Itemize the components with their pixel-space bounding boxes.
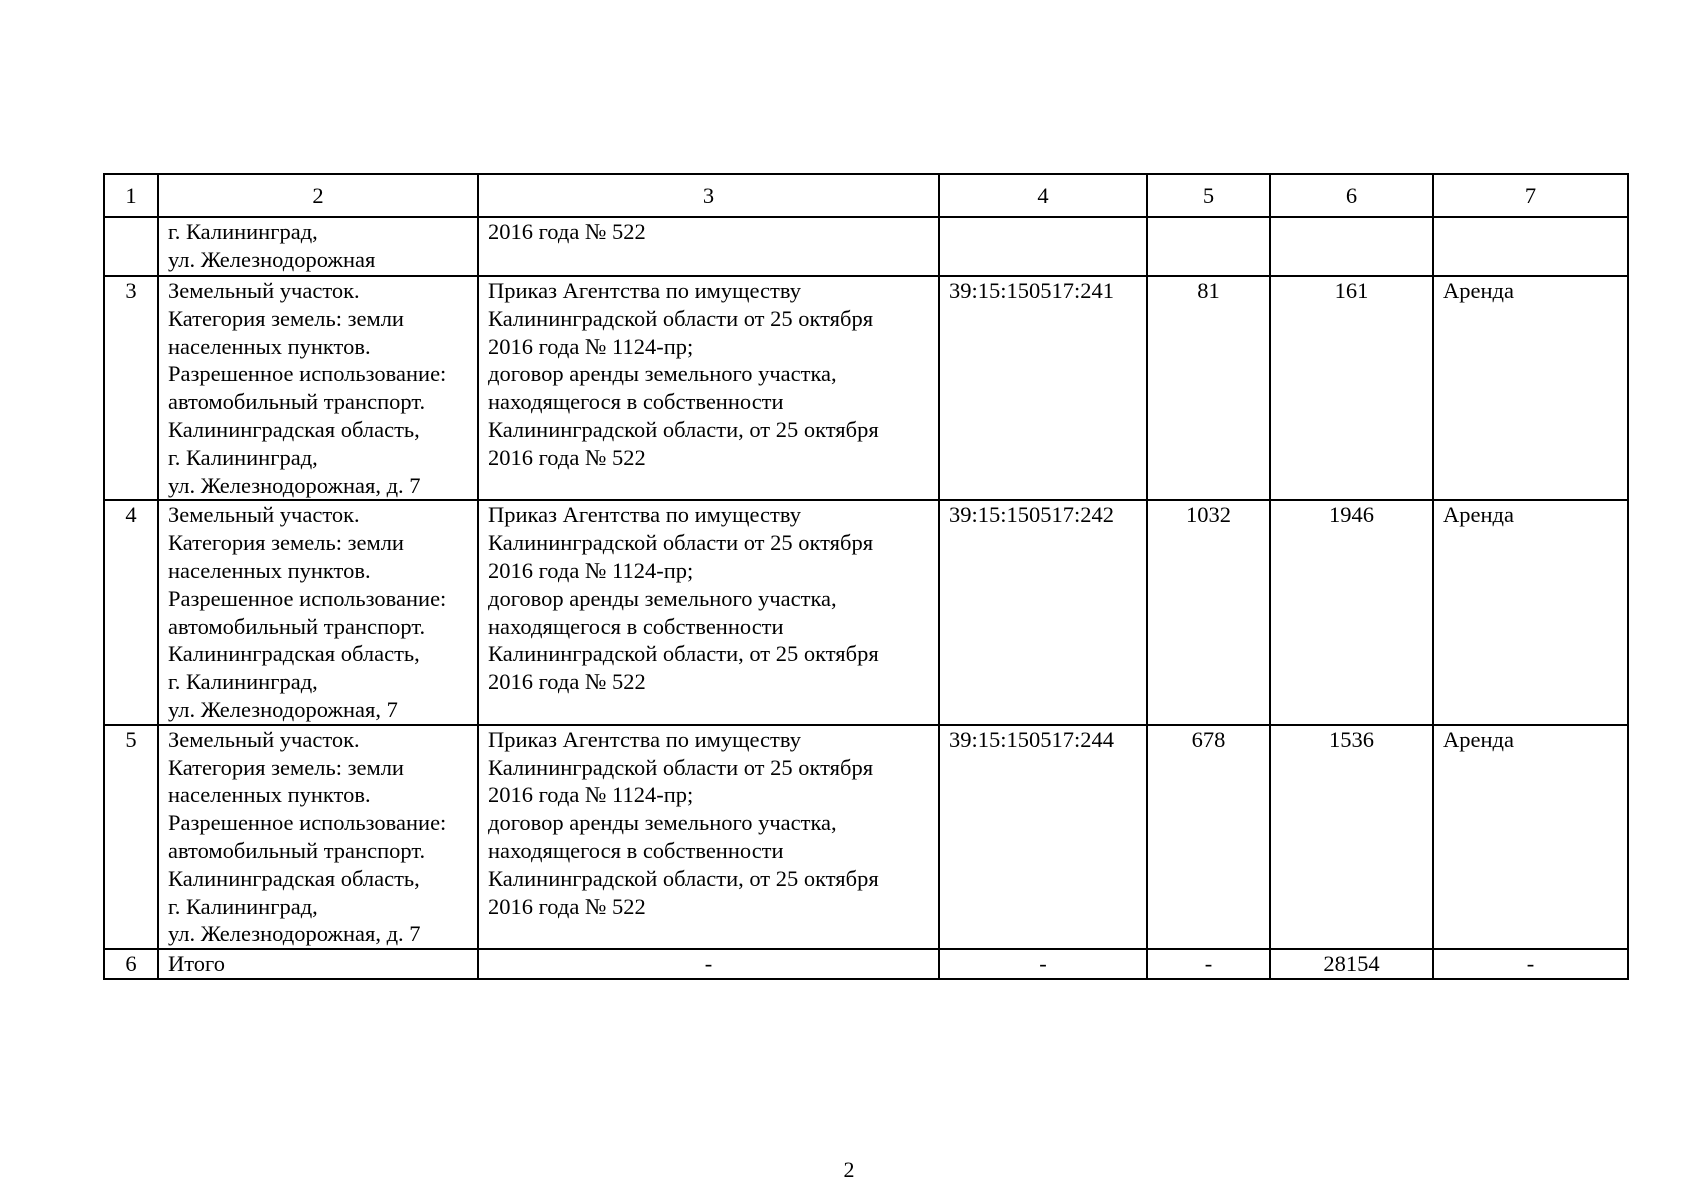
basis-line: находящегося в собственности — [488, 389, 784, 415]
right-type-cell: Аренда — [1433, 500, 1628, 724]
object-line: автомобильный транспорт. — [168, 613, 426, 639]
object-description-cell — [158, 725, 478, 949]
object-line: г. Калининград, — [168, 444, 318, 470]
column-number-header-row — [104, 174, 1628, 217]
basis-line: 2016 года № 1124-пр; — [488, 782, 694, 808]
object-line: автомобильный транспорт. — [168, 837, 426, 863]
object-line: Земельный участок. — [168, 502, 360, 528]
cadastral-number-cell: 39:15:150517:242 — [939, 500, 1147, 724]
basis-line: 2016 года № 522 — [488, 444, 646, 470]
object-line: Разрешенное использование: — [168, 585, 447, 611]
basis-document-cell — [478, 217, 939, 276]
basis-line: 2016 года № 522 — [488, 893, 646, 919]
area-cell: 81 — [1147, 276, 1270, 500]
object-line: Земельный участок. — [168, 726, 360, 752]
cadastral-number-cell: 39:15:150517:244 — [939, 725, 1147, 949]
object-line: Калининградская область, — [168, 641, 420, 667]
object-description-cell — [158, 276, 478, 500]
area-cell: - — [1147, 949, 1270, 979]
object-line: Категория земель: земли — [168, 754, 404, 780]
right-type-cell: Аренда — [1433, 276, 1628, 500]
basis-line: находящегося в собственности — [488, 613, 784, 639]
object-line: Калининградская область, — [168, 416, 420, 442]
column-header: 4 — [939, 174, 1147, 217]
column-header: 1 — [104, 174, 158, 217]
row-number-cell: 3 — [104, 276, 158, 500]
basis-line: Калининградской области от 25 октября — [488, 530, 874, 556]
basis-line: договор аренды земельного участка, — [488, 585, 837, 611]
column-header: 6 — [1270, 174, 1433, 217]
basis-line: договор аренды земельного участка, — [488, 810, 837, 836]
basis-line: Калининградской области, от 25 октября — [488, 416, 879, 442]
column-header: 3 — [478, 174, 939, 217]
table-row — [104, 725, 1628, 949]
object-line: Калининградская область, — [168, 865, 420, 891]
cadastral-number-cell: - — [939, 949, 1147, 979]
total-label-cell: Итого — [158, 949, 478, 979]
column-header: 5 — [1147, 174, 1270, 217]
object-line: населенных пунктов. — [168, 782, 371, 808]
table-row-total — [104, 949, 1628, 979]
right-type-cell — [1433, 217, 1628, 276]
row-number-cell: 6 — [104, 949, 158, 979]
object-description-cell — [158, 500, 478, 724]
column-header: 7 — [1433, 174, 1628, 217]
total-value-cell: 28154 — [1270, 949, 1433, 979]
basis-line: 2016 года № 522 — [488, 669, 646, 695]
basis-line: Калининградской области от 25 октября — [488, 305, 874, 331]
object-line: Категория земель: земли — [168, 305, 404, 331]
object-line: Разрешенное использование: — [168, 361, 447, 387]
table-row — [104, 500, 1628, 724]
object-line: автомобильный транспорт. — [168, 389, 426, 415]
object-line: населенных пунктов. — [168, 557, 371, 583]
object-line: г. Калининград, — [168, 669, 318, 695]
basis-line: 2016 года № 1124-пр; — [488, 557, 694, 583]
value-cell: 1536 — [1270, 725, 1433, 949]
basis-document-cell — [478, 276, 939, 500]
basis-document-cell — [478, 725, 939, 949]
object-line: ул. Железнодорожная, д. 7 — [168, 921, 421, 947]
basis-line: Калининградской области от 25 октября — [488, 754, 874, 780]
basis-line: Калининградской области, от 25 октября — [488, 641, 879, 667]
basis-document-cell — [478, 500, 939, 724]
basis-document-cell: - — [478, 949, 939, 979]
right-type-cell: - — [1433, 949, 1628, 979]
row-number-cell — [104, 217, 158, 276]
column-header: 2 — [158, 174, 478, 217]
right-type-cell: Аренда — [1433, 725, 1628, 949]
object-line: Разрешенное использование: — [168, 810, 447, 836]
object-line: населенных пунктов. — [168, 333, 371, 359]
basis-line: договор аренды земельного участка, — [488, 361, 837, 387]
object-line: г. Калининград, — [168, 893, 318, 919]
object-description-cell — [158, 217, 478, 276]
basis-line: 2016 года № 1124-пр; — [488, 333, 694, 359]
object-line: Земельный участок. — [168, 278, 360, 303]
table-row-continuation — [104, 217, 1628, 276]
row-number-cell: 4 — [104, 500, 158, 724]
cadastral-number-cell — [939, 217, 1147, 276]
basis-line: Калининградской области, от 25 октября — [488, 865, 879, 891]
basis-line: Приказ Агентства по имуществу — [488, 502, 801, 528]
value-cell: 161 — [1270, 276, 1433, 500]
basis-line: Приказ Агентства по имуществу — [488, 278, 801, 303]
basis-line: 2016 года № 522 — [488, 219, 646, 244]
property-table — [103, 173, 1629, 980]
table-row — [104, 276, 1628, 500]
object-line: ул. Железнодорожная — [168, 246, 376, 272]
basis-line: находящегося в собственности — [488, 837, 784, 863]
value-cell — [1270, 217, 1433, 276]
area-cell: 678 — [1147, 725, 1270, 949]
area-cell: 1032 — [1147, 500, 1270, 724]
page-number: 2 — [843, 1157, 855, 1182]
object-line: ул. Железнодорожная, д. 7 — [168, 472, 421, 498]
basis-line: Приказ Агентства по имуществу — [488, 726, 801, 752]
area-cell — [1147, 217, 1270, 276]
object-line: г. Калининград, — [168, 219, 318, 244]
object-line: Категория земель: земли — [168, 530, 404, 556]
value-cell: 1946 — [1270, 500, 1433, 724]
object-line: ул. Железнодорожная, 7 — [168, 696, 398, 722]
row-number-cell: 5 — [104, 725, 158, 949]
cadastral-number-cell: 39:15:150517:241 — [939, 276, 1147, 500]
